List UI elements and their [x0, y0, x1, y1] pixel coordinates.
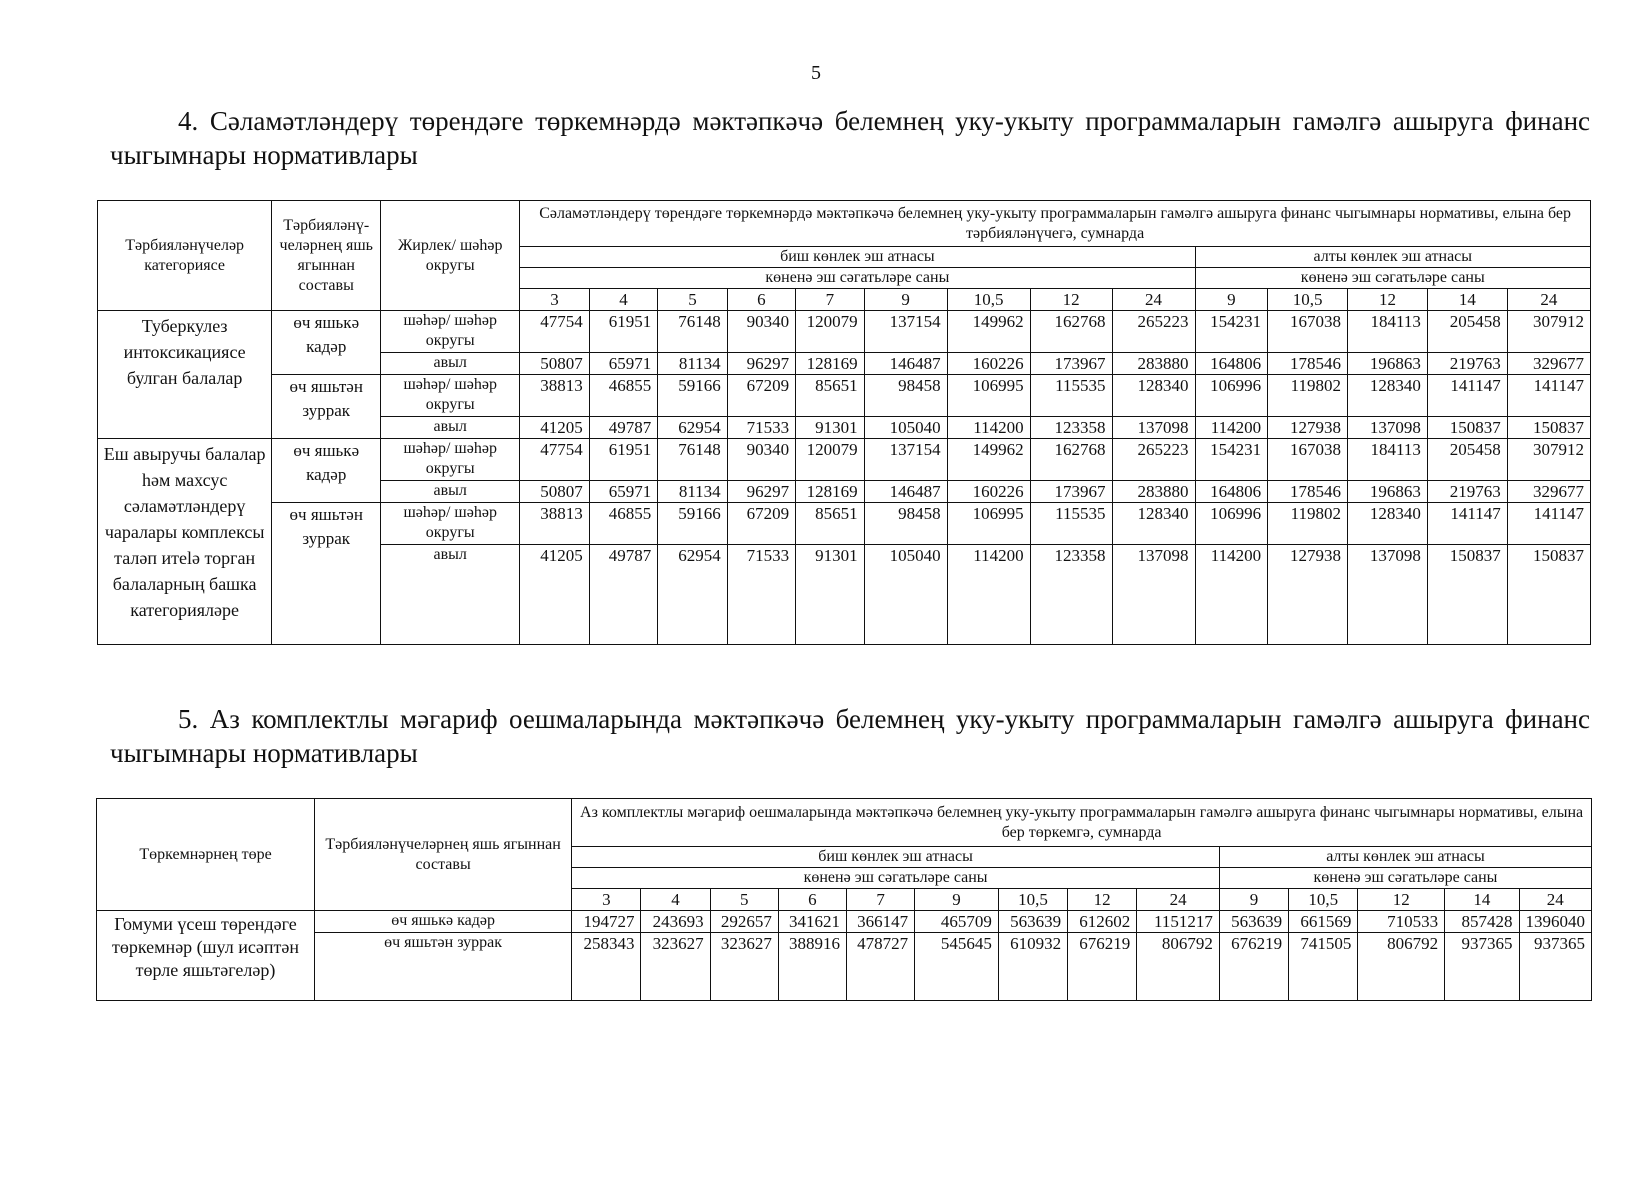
- header-age: Тәрбияләнүчеләрнең яшь ягыннан составы: [314, 799, 571, 911]
- header-hours-label: көненә эш сәгатьләре саны: [520, 268, 1195, 289]
- value-cell: 154231: [1195, 439, 1268, 481]
- value-cell: 258343: [572, 933, 641, 1001]
- value-cell: 49787: [589, 545, 657, 645]
- value-cell: 67209: [727, 503, 795, 545]
- value-cell: 184113: [1348, 439, 1428, 481]
- value-cell: 612602: [1068, 911, 1137, 933]
- value-cell: 114200: [1195, 417, 1268, 439]
- value-cell: 46855: [589, 503, 657, 545]
- value-cell: 123358: [1030, 545, 1112, 645]
- value-cell: 563639: [998, 911, 1067, 933]
- header-main: Аз комплектлы мәгариф оешмаларында мәктәпкәчә белемнең уку-укыту программаларын гамәлгә ашыруга финанс чыгымнары нормативы, елына бер төркемгә, сумнарда: [572, 799, 1592, 847]
- value-cell: 46855: [589, 375, 657, 417]
- age-cell: өч яшькә кадәр: [272, 311, 381, 375]
- value-cell: 307912: [1507, 311, 1590, 353]
- value-cell: 85651: [796, 375, 864, 417]
- value-cell: 1151217: [1137, 911, 1220, 933]
- value-cell: 137098: [1112, 417, 1195, 439]
- value-cell: 76148: [658, 439, 728, 481]
- header-place: Жирлек/ шәһәр округы: [381, 201, 520, 311]
- value-cell: 91301: [796, 545, 864, 645]
- value-cell: 610932: [998, 933, 1067, 1001]
- value-cell: 50807: [520, 353, 590, 375]
- hours-header: 4: [589, 289, 657, 311]
- value-cell: 38813: [520, 375, 590, 417]
- value-cell: 154231: [1195, 311, 1268, 353]
- value-cell: 106996: [1195, 375, 1268, 417]
- value-cell: 194727: [572, 911, 641, 933]
- value-cell: 184113: [1348, 311, 1428, 353]
- value-cell: 62954: [658, 417, 728, 439]
- value-cell: 38813: [520, 503, 590, 545]
- value-cell: 65971: [589, 353, 657, 375]
- value-cell: 283880: [1112, 481, 1195, 503]
- table-row: [98, 311, 1591, 353]
- value-cell: 59166: [658, 503, 728, 545]
- value-cell: 149962: [947, 439, 1030, 481]
- header-age: Тәрбияләнү-челәрнең яшь ягыннан составы: [272, 201, 381, 311]
- header-five-day: биш көнлек эш атнасы: [572, 847, 1220, 868]
- value-cell: 120079: [796, 311, 864, 353]
- value-cell: 806792: [1358, 933, 1445, 1001]
- value-cell: 164806: [1195, 481, 1268, 503]
- value-cell: 162768: [1030, 439, 1112, 481]
- value-cell: 219763: [1427, 353, 1507, 375]
- value-cell: 243693: [641, 911, 710, 933]
- value-cell: 137154: [864, 311, 947, 353]
- value-cell: 1396040: [1519, 911, 1591, 933]
- section-4-title: 4. Сәламәтләндерү төрендәге төркемнәрдә мәктәпкәчә белемнең уку-укыту программаларын гамәлгә ашыруга финанс чыгымнары нормативлары: [110, 106, 1590, 170]
- value-cell: 96297: [727, 353, 795, 375]
- value-cell: 178546: [1268, 481, 1348, 503]
- value-cell: 127938: [1268, 417, 1348, 439]
- value-cell: 41205: [520, 417, 590, 439]
- value-cell: 141147: [1507, 503, 1590, 545]
- hours-header: 24: [1519, 889, 1591, 911]
- header-group-type: Төркемнәрнең төре: [97, 799, 315, 911]
- value-cell: 128169: [796, 353, 864, 375]
- value-cell: 137098: [1348, 417, 1428, 439]
- value-cell: 62954: [658, 545, 728, 645]
- value-cell: 146487: [864, 353, 947, 375]
- page-number: 5: [811, 62, 821, 84]
- value-cell: 49787: [589, 417, 657, 439]
- age-cell: өч яшьтән зуррак: [314, 933, 571, 1001]
- hours-header: 24: [1137, 889, 1220, 911]
- value-cell: 167038: [1268, 311, 1348, 353]
- value-cell: 661569: [1289, 911, 1358, 933]
- place-cell: авыл: [381, 353, 520, 375]
- category-cell: Еш авыручы балалар һәм махсус сәламәтләндерү чаралары комплексы таләп итеlә торган балаларның башка категорияләре: [98, 439, 272, 645]
- value-cell: 106995: [947, 375, 1030, 417]
- place-cell: авыл: [381, 545, 520, 645]
- value-cell: 205458: [1427, 311, 1507, 353]
- value-cell: 465709: [915, 911, 999, 933]
- value-cell: 150837: [1507, 545, 1590, 645]
- value-cell: 292657: [710, 911, 778, 933]
- value-cell: 81134: [658, 353, 728, 375]
- header-hours-label: көненә эш сәгатьләре саны: [1219, 868, 1591, 889]
- value-cell: 341621: [778, 911, 846, 933]
- value-cell: 173967: [1030, 481, 1112, 503]
- value-cell: 115535: [1030, 503, 1112, 545]
- value-cell: 119802: [1268, 375, 1348, 417]
- hours-header: 3: [520, 289, 590, 311]
- age-cell: өч яшьтән зуррак: [272, 503, 381, 645]
- value-cell: 106995: [947, 503, 1030, 545]
- value-cell: 106996: [1195, 503, 1268, 545]
- hours-header: 9: [1195, 289, 1268, 311]
- section-5-title: 5. Аз комплектлы мәгариф оешмаларында мәктәпкәчә белемнең уку-укыту программаларын гамәлгә ашыруга финанс чыгымнары нормативлары: [110, 704, 1590, 768]
- value-cell: 114200: [947, 545, 1030, 645]
- value-cell: 741505: [1289, 933, 1358, 1001]
- value-cell: 323627: [641, 933, 710, 1001]
- value-cell: 71533: [727, 417, 795, 439]
- hours-header: 5: [710, 889, 778, 911]
- age-cell: өч яшькә кадәр: [314, 911, 571, 933]
- value-cell: 676219: [1219, 933, 1288, 1001]
- place-cell: шәһәр/ шәһәр округы: [381, 311, 520, 353]
- place-cell: шәһәр/ шәһәр округы: [381, 439, 520, 481]
- hours-header: 10,5: [947, 289, 1030, 311]
- value-cell: 857428: [1445, 911, 1519, 933]
- hours-header: 6: [727, 289, 795, 311]
- value-cell: 137154: [864, 439, 947, 481]
- place-cell: шәһәр/ шәһәр округы: [381, 375, 520, 417]
- hours-header: 4: [641, 889, 710, 911]
- value-cell: 98458: [864, 375, 947, 417]
- hours-header: 6: [778, 889, 846, 911]
- hours-header: 14: [1427, 289, 1507, 311]
- hours-header: 10,5: [998, 889, 1067, 911]
- hours-header: 12: [1358, 889, 1445, 911]
- value-cell: 61951: [589, 439, 657, 481]
- table-row: [97, 911, 1592, 933]
- value-cell: 98458: [864, 503, 947, 545]
- hours-header: 9: [915, 889, 999, 911]
- value-cell: 366147: [847, 911, 915, 933]
- header-main: Сәламәтләндерү төрендәге төркемнәрдә мәктәпкәчә белемнең уку-укыту программаларын гамәлгә ашыруга финанс чыгымнары нормативы, елына бер тәрбияләнүчегә, сумнарда: [520, 201, 1591, 247]
- value-cell: 105040: [864, 417, 947, 439]
- value-cell: 137098: [1348, 545, 1428, 645]
- section-4-table: [97, 200, 1591, 645]
- table-row: [98, 375, 1591, 417]
- value-cell: 283880: [1112, 353, 1195, 375]
- value-cell: 128169: [796, 481, 864, 503]
- value-cell: 178546: [1268, 353, 1348, 375]
- value-cell: 114200: [1195, 545, 1268, 645]
- hours-header: 14: [1445, 889, 1519, 911]
- table-row: [98, 503, 1591, 545]
- hours-header: 7: [847, 889, 915, 911]
- value-cell: 128340: [1112, 503, 1195, 545]
- value-cell: 478727: [847, 933, 915, 1001]
- value-cell: 806792: [1137, 933, 1220, 1001]
- value-cell: 150837: [1427, 417, 1507, 439]
- value-cell: 196863: [1348, 353, 1428, 375]
- value-cell: 160226: [947, 481, 1030, 503]
- value-cell: 115535: [1030, 375, 1112, 417]
- value-cell: 160226: [947, 353, 1030, 375]
- value-cell: 119802: [1268, 503, 1348, 545]
- value-cell: 85651: [796, 503, 864, 545]
- value-cell: 41205: [520, 545, 590, 645]
- value-cell: 164806: [1195, 353, 1268, 375]
- value-cell: 162768: [1030, 311, 1112, 353]
- value-cell: 265223: [1112, 311, 1195, 353]
- place-cell: шәһәр/ шәһәр округы: [381, 503, 520, 545]
- value-cell: 937365: [1445, 933, 1519, 1001]
- hours-header: 3: [572, 889, 641, 911]
- header-six-day: алты көнлек эш атнасы: [1195, 247, 1590, 268]
- value-cell: 388916: [778, 933, 846, 1001]
- hours-header: 5: [658, 289, 728, 311]
- value-cell: 150837: [1427, 545, 1507, 645]
- place-cell: авыл: [381, 417, 520, 439]
- hours-header: 12: [1030, 289, 1112, 311]
- value-cell: 76148: [658, 311, 728, 353]
- value-cell: 196863: [1348, 481, 1428, 503]
- category-cell: Туберкулез интоксикациясе булган балалар: [98, 311, 272, 439]
- value-cell: 90340: [727, 439, 795, 481]
- value-cell: 128340: [1348, 375, 1428, 417]
- table-row: [98, 439, 1591, 481]
- header-category: Тәрбияләнүчеләр категориясе: [98, 201, 272, 311]
- value-cell: 91301: [796, 417, 864, 439]
- value-cell: 710533: [1358, 911, 1445, 933]
- value-cell: 150837: [1507, 417, 1590, 439]
- value-cell: 219763: [1427, 481, 1507, 503]
- value-cell: 47754: [520, 439, 590, 481]
- value-cell: 141147: [1427, 503, 1507, 545]
- value-cell: 50807: [520, 481, 590, 503]
- value-cell: 167038: [1268, 439, 1348, 481]
- value-cell: 47754: [520, 311, 590, 353]
- value-cell: 123358: [1030, 417, 1112, 439]
- header-hours-label: көненә эш сәгатьләре саны: [572, 868, 1220, 889]
- value-cell: 81134: [658, 481, 728, 503]
- value-cell: 127938: [1268, 545, 1348, 645]
- value-cell: 141147: [1507, 375, 1590, 417]
- value-cell: 265223: [1112, 439, 1195, 481]
- value-cell: 59166: [658, 375, 728, 417]
- value-cell: 67209: [727, 375, 795, 417]
- value-cell: 128340: [1348, 503, 1428, 545]
- value-cell: 173967: [1030, 353, 1112, 375]
- value-cell: 114200: [947, 417, 1030, 439]
- hours-header: 10,5: [1289, 889, 1358, 911]
- age-cell: өч яшькә кадәр: [272, 439, 381, 503]
- hours-header: 7: [796, 289, 864, 311]
- place-cell: авыл: [381, 481, 520, 503]
- section-5-table: [96, 798, 1592, 1001]
- value-cell: 149962: [947, 311, 1030, 353]
- hours-header: 24: [1507, 289, 1590, 311]
- value-cell: 96297: [727, 481, 795, 503]
- value-cell: 90340: [727, 311, 795, 353]
- value-cell: 71533: [727, 545, 795, 645]
- value-cell: 329677: [1507, 481, 1590, 503]
- value-cell: 676219: [1068, 933, 1137, 1001]
- value-cell: 141147: [1427, 375, 1507, 417]
- value-cell: 545645: [915, 933, 999, 1001]
- hours-header: 9: [1219, 889, 1288, 911]
- hours-header: 9: [864, 289, 947, 311]
- table-row: [97, 933, 1592, 1001]
- value-cell: 120079: [796, 439, 864, 481]
- value-cell: 937365: [1519, 933, 1591, 1001]
- hours-header: 24: [1112, 289, 1195, 311]
- value-cell: 323627: [710, 933, 778, 1001]
- hours-header: 10,5: [1268, 289, 1348, 311]
- value-cell: 563639: [1219, 911, 1288, 933]
- age-cell: өч яшьтән зуррак: [272, 375, 381, 439]
- value-cell: 137098: [1112, 545, 1195, 645]
- value-cell: 61951: [589, 311, 657, 353]
- group-type-cell: Гомуми үсеш төрендәге төркемнәр (шул исәптән төрле яшьтәгеләр): [97, 911, 315, 1001]
- value-cell: 146487: [864, 481, 947, 503]
- hours-header: 12: [1068, 889, 1137, 911]
- header-six-day: алты көнлек эш атнасы: [1219, 847, 1591, 868]
- header-hours-label: көненә эш сәгатьләре саны: [1195, 268, 1590, 289]
- value-cell: 329677: [1507, 353, 1590, 375]
- value-cell: 307912: [1507, 439, 1590, 481]
- header-five-day: биш көнлек эш атнасы: [520, 247, 1195, 268]
- value-cell: 105040: [864, 545, 947, 645]
- value-cell: 205458: [1427, 439, 1507, 481]
- value-cell: 65971: [589, 481, 657, 503]
- hours-header: 12: [1348, 289, 1428, 311]
- value-cell: 128340: [1112, 375, 1195, 417]
